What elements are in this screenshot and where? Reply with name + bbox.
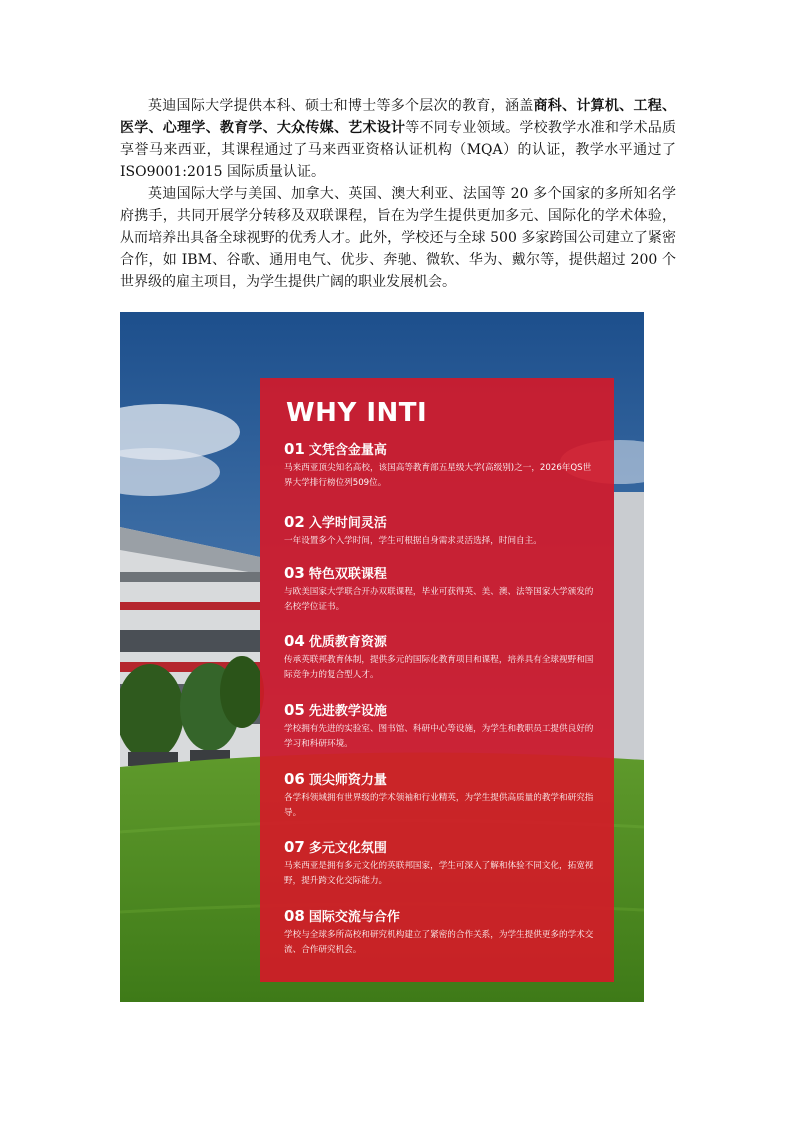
intro-text: 英迪国际大学提供本科、硕士和博士等多个层次的教育，涵盖 (148, 98, 534, 114)
feature-item-07 (284, 838, 596, 889)
feature-number: 05 (284, 701, 305, 719)
feature-number: 04 (284, 632, 305, 650)
feature-title: 入学时间灵活 (308, 516, 387, 531)
feature-item-03 (284, 564, 596, 615)
feature-heading (284, 770, 596, 790)
feature-number: 01 (284, 440, 305, 458)
feature-title: 顶尖师资力量 (308, 773, 387, 788)
feature-description: 马来西亚顶尖知名高校，该国高等教育部五星级大学(高级别)之一，2026年QS世界大学排行榜位列509位。 (284, 463, 592, 488)
feature-heading (284, 513, 596, 533)
feature-item-05 (284, 701, 596, 752)
panel-title: WHY INTI (286, 398, 428, 428)
feature-heading (284, 701, 596, 721)
feature-title: 特色双联课程 (308, 567, 387, 582)
feature-title: 多元文化氛围 (308, 841, 387, 856)
feature-item-02 (284, 513, 596, 549)
feature-title: 先进教学设施 (308, 704, 387, 719)
intro-paragraph-1 (120, 95, 676, 183)
intro-highlight-majors: 商科、计算机、工程、医学、心理学、教育学、大众传媒、艺术设计 (120, 98, 676, 136)
feature-description: 传承英联邦教育体制，提供多元的国际化教育项目和课程，培养具有全球视野和国际竞争力的复合型人才。 (284, 655, 594, 680)
feature-description: 一年设置多个入学时间，学生可根据自身需求灵活选择，时间自主。 (284, 536, 542, 546)
feature-heading (284, 907, 596, 927)
feature-item-01 (284, 440, 596, 491)
feature-title: 文凭含金量高 (308, 443, 387, 458)
feature-number: 07 (284, 838, 305, 856)
feature-description: 各学科领域拥有世界级的学术领袖和行业精英，为学生提供高质量的教学和研究指导。 (284, 793, 594, 818)
campus-photo (120, 312, 644, 1002)
feature-item-06 (284, 770, 596, 821)
feature-item-08 (284, 907, 596, 958)
feature-description: 学校拥有先进的实验室、图书馆、科研中心等设施，为学生和教职员工提供良好的学习和科研环境。 (284, 724, 594, 749)
feature-description: 与欧美国家大学联合开办双联课程，毕业可获得英、美、澳、法等国家大学颁发的名校学位证书。 (284, 587, 594, 612)
feature-heading (284, 838, 596, 858)
feature-heading (284, 564, 596, 584)
intro-paragraph-2: 英迪国际大学与美国、加拿大、英国、澳大利亚、法国等 20 多个国家的多所知名学府携手，共同开展学分转移及双联课程，旨在为学生提供更加多元、国际化的学术体验，从而培养出具备全球视野的优秀人才。此外，学校还与全球 500 多家跨国公司建立了紧密合作，如 IBM、谷歌、通用电气、优步、奔驰、微软、华为、戴尔等，提供超过 200 个世界级的雇主项目，为学生提供广阔的职业发展机会。 (120, 186, 676, 290)
feature-description: 马来西亚是拥有多元文化的英联邦国家，学生可深入了解和体验不同文化，拓宽视野，提升跨文化交际能力。 (284, 861, 594, 886)
feature-number: 06 (284, 770, 305, 788)
feature-number: 03 (284, 564, 305, 582)
feature-number: 08 (284, 907, 305, 925)
feature-item-04 (284, 632, 596, 683)
intro-text: 等不同专业领域。学校教学水准和学术品质享誉马来西亚，其课程通过了马来西亚资格认证机构（MQA）的认证，教学水平通过了ISO9001:2015 国际质量认证。 (120, 120, 677, 180)
feature-title: 优质教育资源 (308, 635, 387, 650)
feature-title: 国际交流与合作 (308, 910, 400, 925)
feature-number: 02 (284, 513, 305, 531)
why-inti-panel (260, 378, 614, 982)
feature-description: 学校与全球多所高校和研究机构建立了紧密的合作关系，为学生提供更多的学术交流、合作研究机会。 (284, 930, 594, 955)
feature-heading (284, 440, 596, 460)
feature-heading (284, 632, 596, 652)
